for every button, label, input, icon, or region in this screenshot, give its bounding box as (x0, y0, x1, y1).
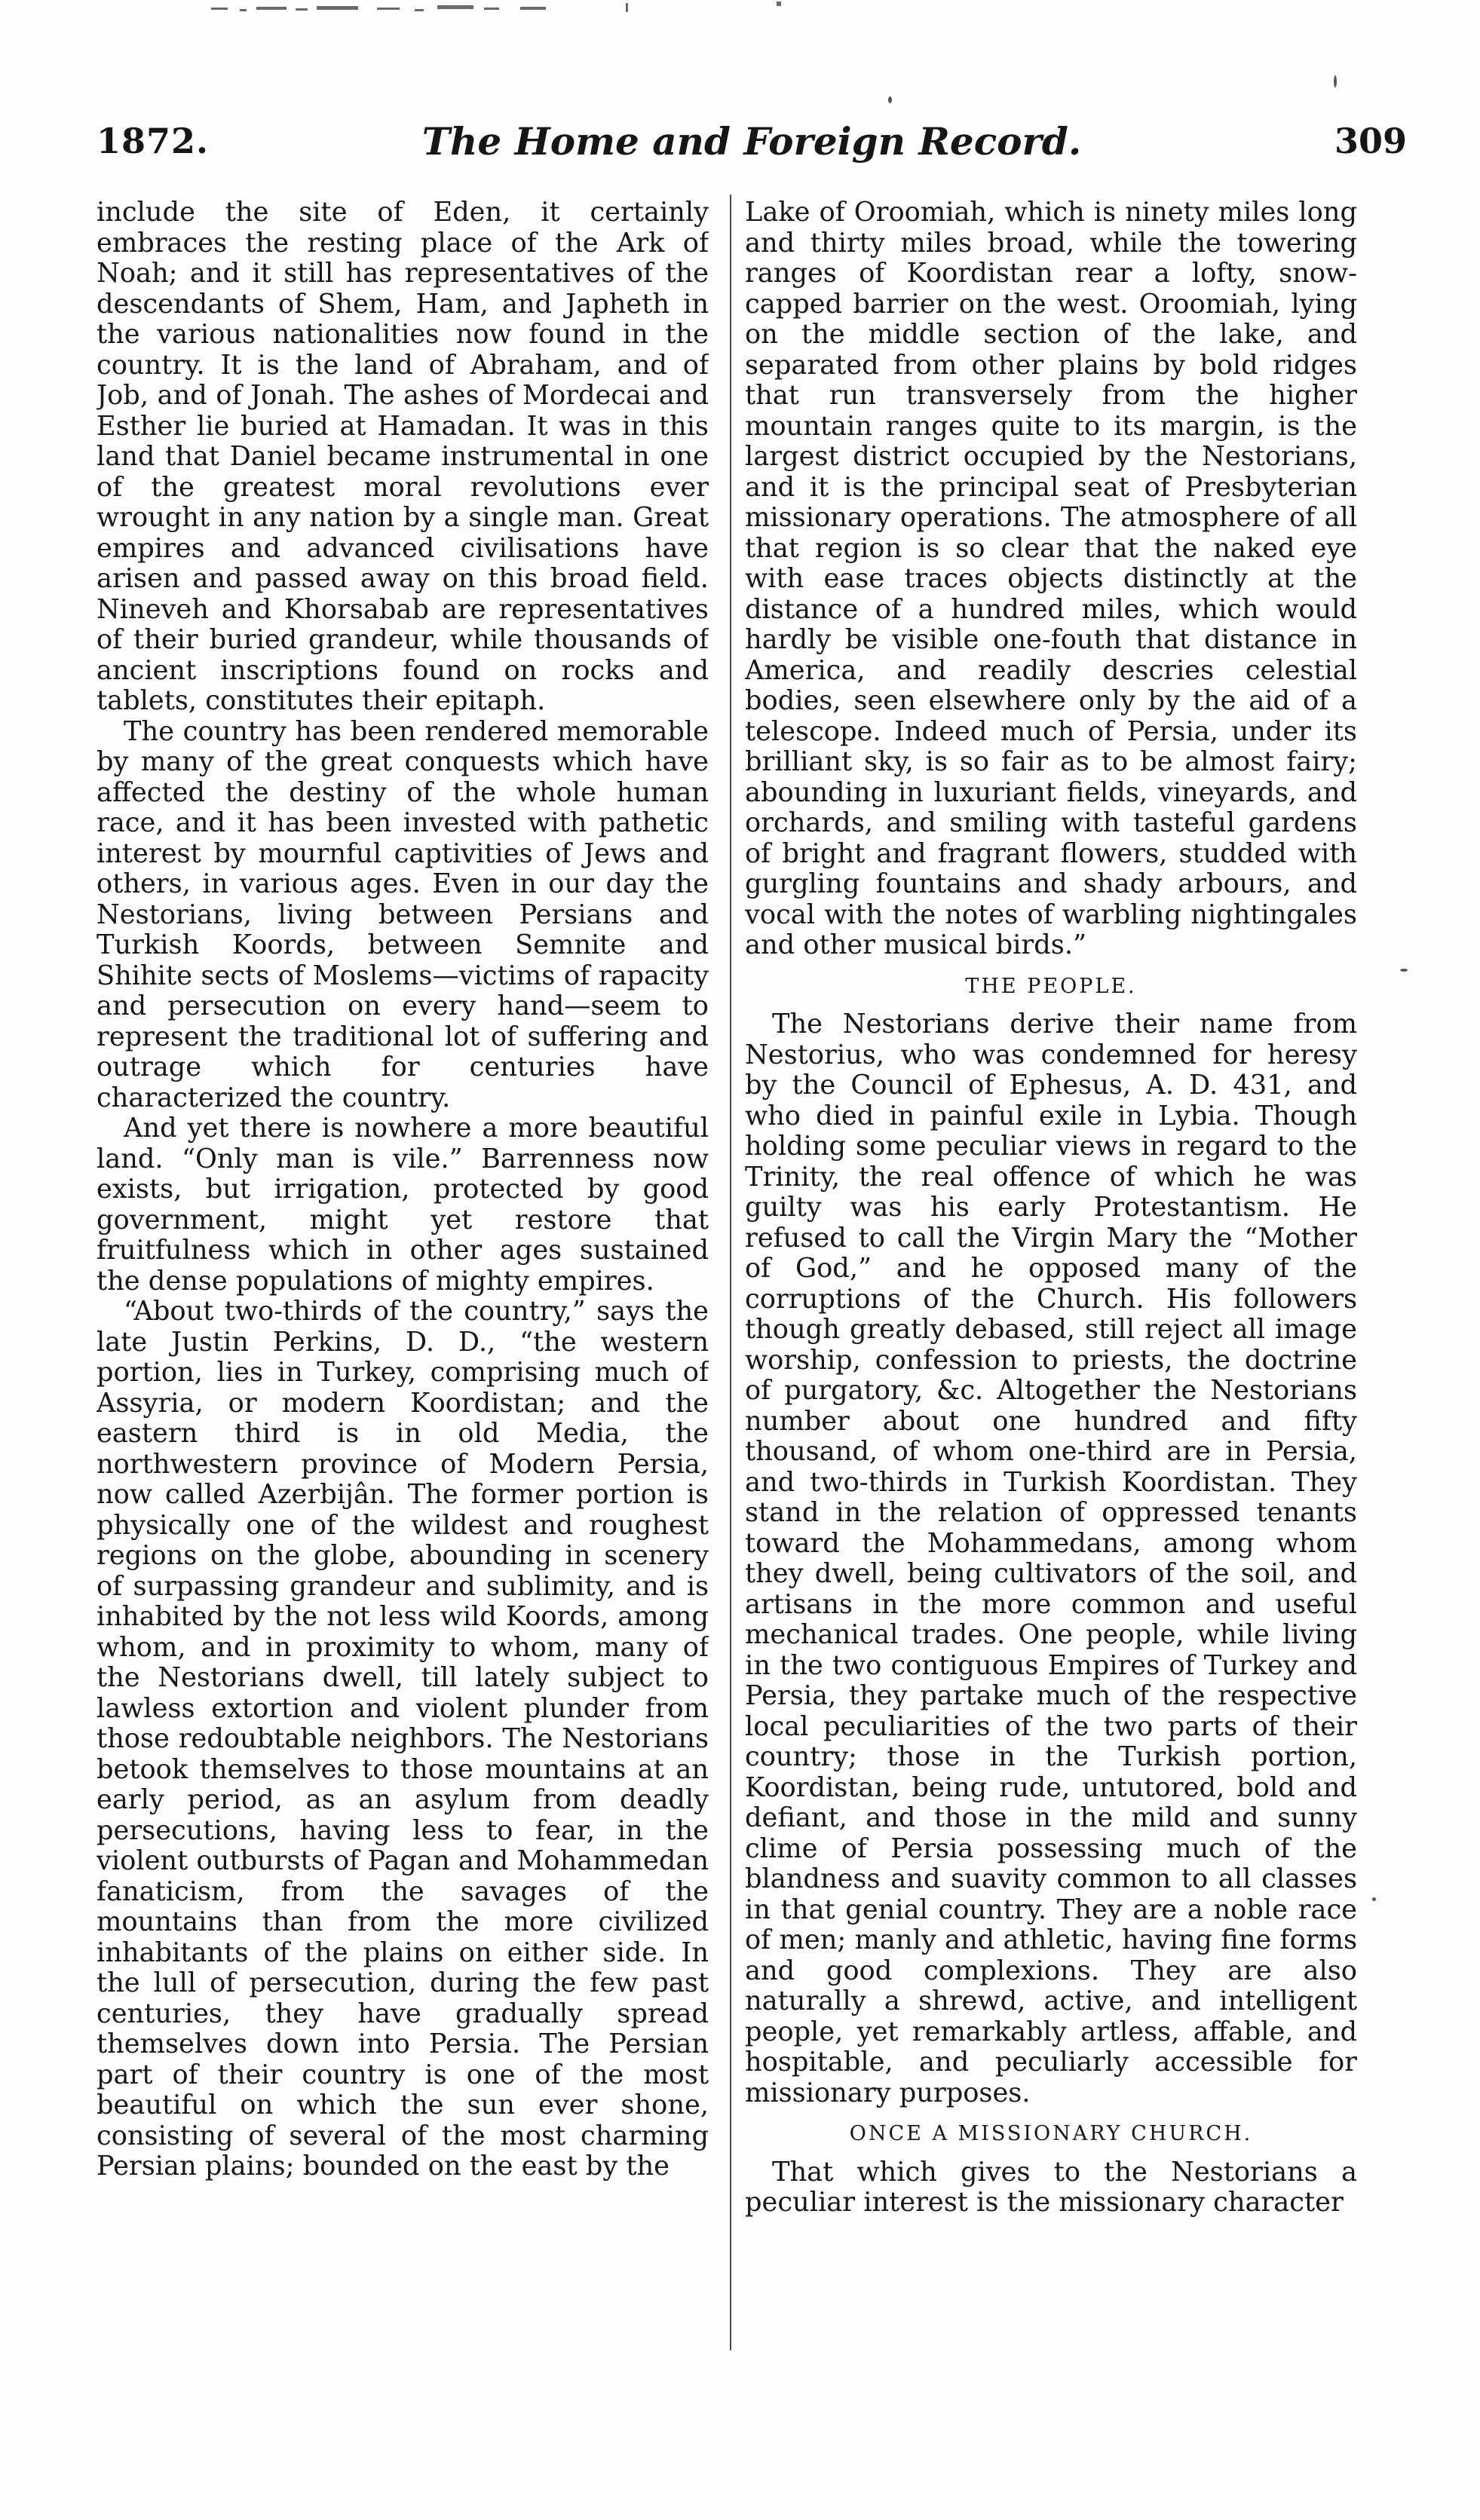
journal-title: The Home and Foreign Record. (421, 119, 1082, 164)
paragraph: include the site of Eden, it certainly embraces the resting place of the Ark of Noah; and it still has representatives of the descendants of Shem, Ham, and Japheth in the various nationalities now found in the country. It is the land of Abraham, and of Job, and of Jonah. The ashes of Mordecai and Esther lie buried at Hamadan. It was in this land that Daniel became instrumental in one of the greatest moral revolutions ever wrought in any nation by a single man. Great empires and advanced civilisations have arisen and passed away on this broad field. Nineveh and Khorsabab are representatives of their buried grandeur, while thousands of ancient inscriptions found on rocks and tablets, constitutes their epitaph. (97, 197, 709, 716)
margin-speck (1334, 75, 1337, 87)
right-column (745, 197, 1357, 2353)
left-column (97, 197, 709, 2353)
margin-speck (1400, 969, 1408, 972)
paragraph: That which gives to the Nestorians a peculiar interest is the missionary character (745, 2156, 1357, 2218)
running-header (97, 119, 1407, 179)
margin-speck (888, 96, 892, 103)
header-year: 1872. (97, 121, 210, 161)
column-rule (730, 194, 731, 2350)
margin-speck (1372, 1897, 1376, 1901)
paragraph: The Nestorians derive their name from Nestorius, who was condemned for heresy by the Council of Ephesus, A. D. 431, and who died in painful exile in Lybia. Though holding some peculiar views in regard to the Trinity, the real offence of which he was guilty was his early Protestantism. He refused to call the Virgin Mary the “Mother of God,” and he opposed many of the corruptions of the Church. His followers though greatly debased, still reject all image worship, confession to priests, the doctrine of purgatory, &c. Altogether the Nestorians number about one hundred and fifty thousand, of whom one-third are in Persia, and two-thirds in Turkish Koordistan. They stand in the relation of oppressed tenants toward the Mohammedans, among whom they dwell, being cultivators of the soil, and artisans in the more common and useful mechanical trades. One people, while living in the two contiguous Empires of Turkey and Persia, they partake much of the respective local peculiarities of the two parts of their country; those in the Turkish portion, Koordistan, being rude, untutored, bold and defiant, and those in the mild and sunny clime of Persia possessing much of the blandness and suavity common to all classes in that genial country. They are a noble race of men; manly and athletic, having fine forms and good complexions. They are also naturally a shrewd, active, and intelligent people, yet remarkably artless, affable, and hospitable, and peculiarly accessible for missionary purposes. (745, 1009, 1357, 2108)
paragraph: “About two-thirds of the country,” says the late Justin Perkins, D. D., “the western portion, lies in Turkey, comprising much of Assyria, or modern Koordistan; and the eastern third is in old Media, the northwestern province of Modern Persia, now called Azerbijân. The former portion is physically one of the wildest and roughest regions on the globe, abounding in scenery of surpassing grandeur and sublimity, and is inhabited by the not less wild Koords, among whom, and in proximity to whom, many of the Nestorians dwell, till lately subject to lawless extortion and violent plunder from those redoubtable neighbors. The Nestorians betook themselves to those mountains at an early period, as an asylum from deadly persecutions, having less to fear, in the violent outbursts of Pagan and Mohammedan fanaticism, from the savages of the mountains than from the more civilized inhabitants of the plains on either side. In the lull of persecution, during the few past centuries, they have gradually spread themselves down into Persia. The Persian part of their country is one of the most beautiful on which the sun ever shone, consisting of several of the most charming Persian plains; bounded on the east by the (97, 1296, 709, 2182)
section-heading-the-people: THE PEOPLE. (965, 974, 1137, 998)
paragraph: And yet there is nowhere a more beautiful land. “Only man is vile.” Barrenness now exists, but irrigation, protected by good government, might yet restore that fruitfulness which in other ages sustained the dense populations of mighty empires. (97, 1113, 709, 1297)
scan-bleed-marks (204, 0, 822, 17)
paragraph: Lake of Oroomiah, which is ninety miles long and thirty miles broad, while the towering ranges of Koordistan rear a lofty, snow-capped barrier on the west. Oroomiah, lying on the middle section of the lake, and separated from other plains by bold ridges that run transversely from the higher mountain ranges quite to its margin, is the largest district occupied by the Nestorians, and it is the principal seat of Presbyterian missionary operations. The atmosphere of all that region is so clear that the naked eye with ease traces objects distinctly at the distance of a hundred miles, which would hardly be visible one-fouth that distance in America, and readily descries celestial bodies, seen elsewhere only by the aid of a telescope. Indeed much of Persia, under its brilliant sky, is so fair as to be almost fairy; abounding in luxuriant fields, vineyards, and orchards, and smiling with tasteful gardens of bright and fragrant flowers, studded with gurgling fountains and shady arbours, and vocal with the notes of warbling nightingales and other musical birds.” (745, 197, 1357, 960)
paragraph: The country has been rendered memorable by many of the great conquests which have affected the destiny of the whole human race, and it has been invested with pathetic interest by mournful captivities of Jews and others, in various ages. Even in our day the Nestorians, living between Persians and Turkish Koords, between Semnite and Shihite sects of Moslems—victims of rapacity and persecution on every hand—seem to represent the traditional lot of suffering and outrage which for centuries have characterized the country. (97, 715, 709, 1113)
section-heading-missionary-church: ONCE A MISSIONARY CHURCH. (849, 2122, 1253, 2145)
page-number: 309 (1334, 121, 1407, 161)
